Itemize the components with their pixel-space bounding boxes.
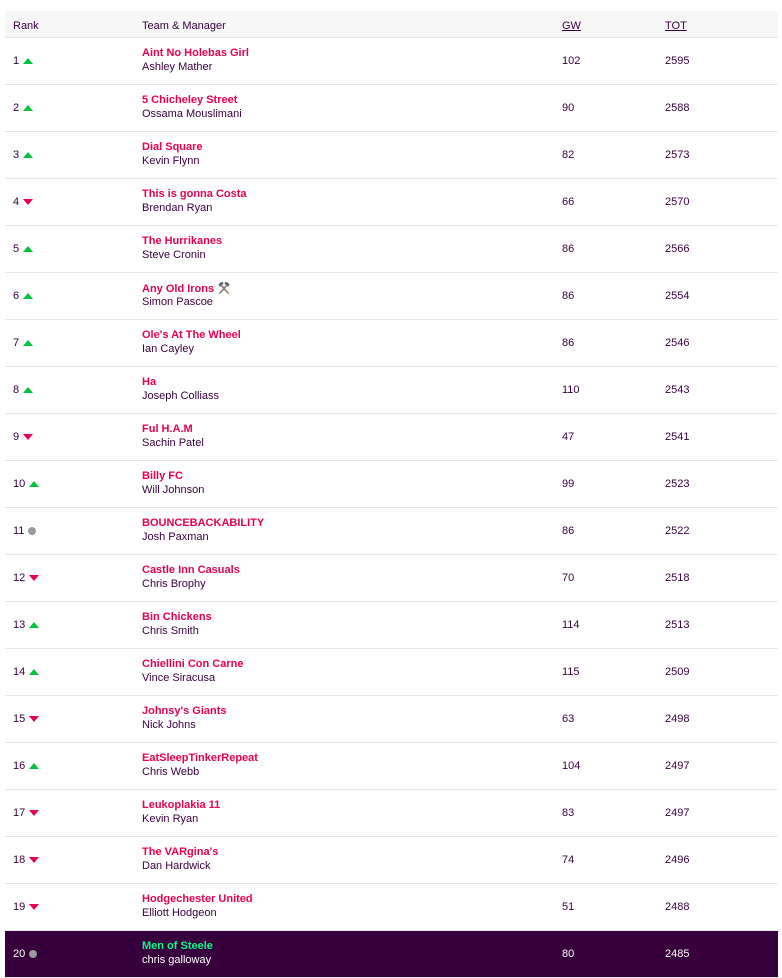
total-points: 2573 xyxy=(665,149,690,161)
team-name-link[interactable] xyxy=(142,658,243,670)
team-name-link[interactable] xyxy=(142,799,220,811)
rank-cell xyxy=(13,431,33,443)
total-points: 2541 xyxy=(665,431,690,443)
rank-cell xyxy=(13,619,39,631)
rank-up-icon xyxy=(23,105,33,111)
total-points: 2554 xyxy=(665,290,690,302)
table-row[interactable] xyxy=(5,367,778,414)
rank-cell xyxy=(13,55,33,67)
rank-up-icon xyxy=(29,669,39,675)
table-row[interactable] xyxy=(5,508,778,555)
team-name-link[interactable] xyxy=(142,235,222,247)
manager-name: Ian Cayley xyxy=(142,343,194,355)
rank-number: 2 xyxy=(13,102,20,114)
team-name-link[interactable] xyxy=(142,752,258,764)
rank-number: 20 xyxy=(13,948,26,960)
table-row[interactable] xyxy=(5,226,778,273)
gameweek-points: 80 xyxy=(562,948,575,960)
rank-up-icon xyxy=(23,340,33,346)
total-points: 2497 xyxy=(665,807,690,819)
total-points: 2496 xyxy=(665,854,690,866)
team-name: Bin Chickens xyxy=(142,611,212,623)
team-name: BOUNCEBACKABILITY xyxy=(142,517,265,529)
manager-name: Sachin Patel xyxy=(142,437,204,449)
rank-up-icon xyxy=(29,481,39,487)
team-name-link[interactable] xyxy=(142,611,212,623)
manager-name: Vince Siracusa xyxy=(142,672,216,684)
team-name: Billy FC xyxy=(142,470,183,482)
team-name-link[interactable] xyxy=(142,329,241,341)
gameweek-points: 51 xyxy=(562,901,575,913)
gameweek-points: 82 xyxy=(562,149,575,161)
team-name: EatSleepTinkerRepeat xyxy=(142,752,258,764)
total-points: 2546 xyxy=(665,337,690,349)
rank-cell xyxy=(13,807,39,819)
rank-up-icon xyxy=(23,58,33,64)
table-row[interactable] xyxy=(5,320,778,367)
gameweek-points: 66 xyxy=(562,196,575,208)
rank-number: 4 xyxy=(13,196,20,208)
total-points: 2588 xyxy=(665,102,690,114)
team-name: Ole's At The Wheel xyxy=(142,329,241,341)
total-points: 2523 xyxy=(665,478,690,490)
team-name: 5 Chicheley Street xyxy=(142,94,238,106)
gameweek-points: 99 xyxy=(562,478,575,490)
manager-name: Ashley Mather xyxy=(142,61,213,73)
rank-cell xyxy=(13,149,33,161)
manager-name: Chris Webb xyxy=(142,766,200,778)
rank-cell xyxy=(13,948,37,960)
rank-number: 19 xyxy=(13,901,26,913)
rank-down-icon xyxy=(23,199,33,205)
gw-column-header[interactable]: GW xyxy=(562,20,581,32)
table-row[interactable] xyxy=(5,931,778,978)
team-name-link[interactable] xyxy=(142,846,218,858)
rank-cell xyxy=(13,666,39,678)
rank-cell xyxy=(13,572,39,584)
rank-cell xyxy=(13,102,33,114)
total-points: 2488 xyxy=(665,901,690,913)
team-name: Johnsy's Giants xyxy=(142,705,227,717)
rank-number: 9 xyxy=(13,431,20,443)
table-row[interactable] xyxy=(5,790,778,837)
rank-down-icon xyxy=(29,904,39,910)
total-points: 2513 xyxy=(665,619,690,631)
rank-number: 18 xyxy=(13,854,26,866)
total-points: 2595 xyxy=(665,55,690,67)
table-body xyxy=(5,38,778,978)
gameweek-points: 63 xyxy=(562,713,575,725)
total-points: 2522 xyxy=(665,525,690,537)
rank-cell xyxy=(13,337,33,349)
gameweek-points: 115 xyxy=(562,666,580,678)
team-name-link[interactable] xyxy=(142,376,156,388)
table-row[interactable] xyxy=(5,132,778,179)
team-name: The VARgina's xyxy=(142,846,219,858)
rank-cell xyxy=(13,384,33,396)
manager-name: Chris Smith xyxy=(142,625,199,637)
team-name-link[interactable] xyxy=(142,517,264,529)
team-name: The Hurrikanes xyxy=(142,235,223,247)
manager-name: Brendan Ryan xyxy=(142,202,213,214)
table-row[interactable] xyxy=(5,649,778,696)
rank-cell xyxy=(13,478,39,490)
total-points: 2498 xyxy=(665,713,690,725)
manager-name: Kevin Flynn xyxy=(142,155,200,167)
table-row[interactable] xyxy=(5,555,778,602)
team-name: Castle Inn Casuals xyxy=(142,564,240,576)
rank-cell xyxy=(13,290,33,302)
team-name-link[interactable] xyxy=(142,940,213,952)
rank-cell xyxy=(13,760,39,772)
total-points: 2497 xyxy=(665,760,690,772)
team-name-link[interactable] xyxy=(142,141,203,153)
rank-number: 11 xyxy=(13,525,25,537)
rank-number: 15 xyxy=(13,713,26,725)
team-name: Ful H.A.M xyxy=(142,423,193,435)
rank-number: 17 xyxy=(13,807,26,819)
rank-down-icon xyxy=(29,810,39,816)
team-name: Chiellini Con Carne xyxy=(142,658,244,670)
table-row[interactable] xyxy=(5,461,778,508)
gameweek-points: 86 xyxy=(562,337,575,349)
table-row[interactable] xyxy=(5,696,778,743)
manager-name: Elliott Hodgeon xyxy=(142,907,217,919)
rank-up-icon xyxy=(23,293,33,299)
rank-column-header: Rank xyxy=(13,20,39,32)
table-row[interactable] xyxy=(5,837,778,884)
rank-down-icon xyxy=(29,857,39,863)
gameweek-points: 74 xyxy=(562,854,575,866)
team-name: Aint No Holebas Girl xyxy=(142,47,249,59)
gameweek-points: 104 xyxy=(562,760,581,772)
gameweek-points: 86 xyxy=(562,243,575,255)
team-name-link[interactable] xyxy=(142,423,193,435)
team-name-link[interactable] xyxy=(142,188,247,200)
table-header xyxy=(5,11,778,38)
team-name: Hodgechester United xyxy=(142,893,253,905)
rank-number: 10 xyxy=(13,478,26,490)
table-row[interactable] xyxy=(5,414,778,461)
manager-name: Will Johnson xyxy=(142,484,205,496)
total-points: 2518 xyxy=(665,572,690,584)
team-name: Ha xyxy=(142,376,157,388)
rank-up-icon xyxy=(29,622,39,628)
manager-name: Joseph Colliass xyxy=(142,390,220,402)
tot-column-header[interactable]: TOT xyxy=(665,20,687,32)
rank-up-icon xyxy=(23,387,33,393)
gameweek-points: 86 xyxy=(562,525,575,537)
rank-number: 1 xyxy=(13,55,20,67)
gameweek-points: 86 xyxy=(562,290,575,302)
team-name: Any Old Irons xyxy=(142,283,215,295)
total-points: 2570 xyxy=(665,196,690,208)
team-name-link[interactable] xyxy=(142,564,240,576)
rank-number: 5 xyxy=(13,243,20,255)
manager-name: Chris Brophy xyxy=(142,578,206,590)
gameweek-points: 110 xyxy=(562,384,580,396)
rank-number: 12 xyxy=(13,572,26,584)
rank-number: 7 xyxy=(13,337,20,349)
rank-cell xyxy=(13,196,33,208)
team-name: This is gonna Costa xyxy=(142,188,247,200)
team-name: Dial Square xyxy=(142,141,203,153)
gameweek-points: 47 xyxy=(562,431,575,443)
rank-same-icon xyxy=(28,527,36,535)
rank-up-icon xyxy=(23,246,33,252)
rank-same-icon xyxy=(29,950,37,958)
gameweek-points: 83 xyxy=(562,807,575,819)
gameweek-points: 102 xyxy=(562,55,581,67)
gameweek-points: 70 xyxy=(562,572,575,584)
rank-number: 16 xyxy=(13,760,26,772)
team-name-link[interactable] xyxy=(142,94,237,106)
table-row[interactable] xyxy=(5,884,778,931)
manager-name: Josh Paxman xyxy=(142,531,209,543)
gameweek-points: 114 xyxy=(562,619,580,631)
manager-name: Nick Johns xyxy=(142,719,196,731)
table-row[interactable] xyxy=(5,273,778,320)
rank-number: 8 xyxy=(13,384,20,396)
rank-number: 3 xyxy=(13,149,20,161)
manager-name: Steve Cronin xyxy=(142,249,206,261)
total-points: 2509 xyxy=(665,666,690,678)
table-row[interactable] xyxy=(5,179,778,226)
rank-up-icon xyxy=(29,763,39,769)
team-name-link[interactable] xyxy=(142,470,183,482)
rank-up-icon xyxy=(23,152,33,158)
total-points: 2485 xyxy=(665,948,690,960)
rank-cell xyxy=(13,525,36,537)
manager-name: Kevin Ryan xyxy=(142,813,199,825)
gameweek-points: 90 xyxy=(562,102,575,114)
rank-number: 13 xyxy=(13,619,26,631)
team-name-link[interactable] xyxy=(142,705,227,717)
team-name-link[interactable] xyxy=(142,282,231,297)
manager-name: Simon Pascoe xyxy=(142,296,213,308)
rank-number: 14 xyxy=(13,666,26,678)
manager-name: Dan Hardwick xyxy=(142,860,211,872)
table-row[interactable] xyxy=(5,85,778,132)
team-manager-column-header: Team & Manager xyxy=(142,20,226,32)
manager-name: Ossama Mouslimani xyxy=(142,108,242,120)
rank-number: 6 xyxy=(13,290,20,302)
table-row[interactable] xyxy=(5,743,778,790)
team-name: Leukoplakia 11 xyxy=(142,799,221,811)
rank-down-icon xyxy=(29,716,39,722)
table-row[interactable] xyxy=(5,38,778,85)
table-row[interactable] xyxy=(5,602,778,649)
rank-cell xyxy=(13,901,39,913)
team-name-link[interactable] xyxy=(142,47,249,59)
total-points: 2543 xyxy=(665,384,690,396)
manager-name: chris galloway xyxy=(142,954,212,966)
rank-down-icon xyxy=(23,434,33,440)
rank-cell xyxy=(13,713,39,725)
rank-cell xyxy=(13,243,33,255)
team-name: Men of Steele xyxy=(142,940,213,952)
rank-cell xyxy=(13,854,39,866)
total-points: 2566 xyxy=(665,243,690,255)
league-standings-table xyxy=(5,11,778,978)
team-name-link[interactable] xyxy=(142,893,253,905)
rank-down-icon xyxy=(29,575,39,581)
hammers-icon xyxy=(217,282,231,297)
